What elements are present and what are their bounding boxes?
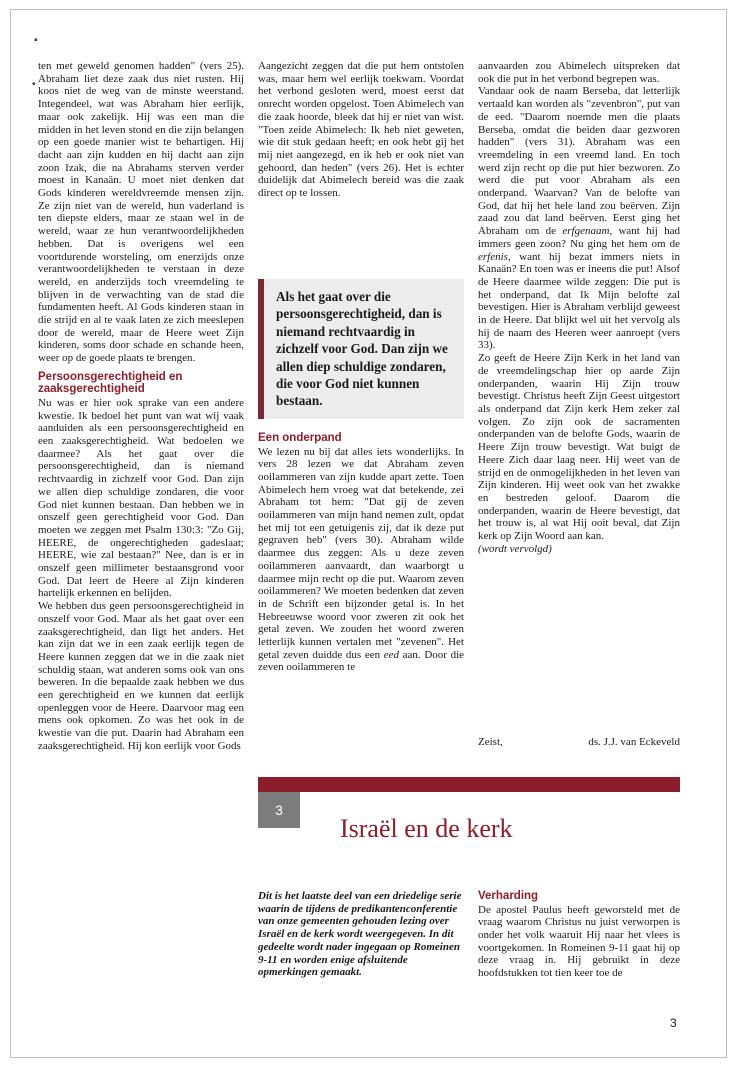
- intro-text: Dit is het laatste deel van een driedelige serie waarin de tijdens de predikantenconferentie van onze gemeenten gehouden lezing over Israël en de kerk wordt weergegeven. In dit gedeelte wordt nader ingegaan op Romeinen 9-11 en worden enige afsluitende opmerkingen gemaakt.: [258, 890, 462, 979]
- article-column-1: [38, 60, 244, 753]
- emphasis: erfenis: [478, 250, 508, 263]
- paragraph: aanvaarden zou Abimelech uitspreken dat ook die put in het verbond begrepen was.: [478, 60, 680, 85]
- paragraph: Aangezicht zeggen dat die put hem ontstolen was, maar hem wel eerlijk toekwam. Voordat het verbond gesloten werd, moest eerst dat onrecht worden opgelost. Toen Abimelech van die zaak hoorde, bleek dat hij er niet van wist. "Toen zeide Abimelech: Ik heb niet geweten, wie dit stuk gedaan heeft; en ook hebt gij het mij niet aangezegd, en ik heb er ook niet van gehoord, dan heden" (vers 26). Het is echter duidelijk dat Abimelech bereid was die zaak direct op te lossen.: [258, 60, 464, 200]
- section-number: 3: [275, 802, 283, 818]
- article-intro: [258, 890, 464, 979]
- subheading-verharding: Verharding: [478, 890, 539, 902]
- emphasis: eed: [383, 648, 400, 661]
- paragraph: De apostel Paulus heeft geworsteld met de vraag waarom Christus nu juist verworpen is onder het volk waaruit Hij naar het vlees is voortgekomen. In Romeinen 9-11 gaat hij op deze vraag in. Hij gebruikt in deze hoofdstukken tot tien keer toe de: [478, 903, 680, 980]
- page-number: 3: [670, 1016, 677, 1030]
- article-column-2-continued: [258, 432, 464, 674]
- subheading-persoonsgerechtigheid: Persoonsgerechtigheid en zaaksgerechtigheid: [38, 370, 183, 396]
- pull-quote: [258, 279, 464, 419]
- paragraph: Zo geeft de Heere Zijn Kerk in het land van de vreemdelingschap hier op aarde Zijn onderpanden, waarin Hij Zijn trouw bevestigt. Christus heeft Zijn Geest uitgestort als onderpand dat Zijn kerk Hem zeker zal volgen. Zo zijn ook de sacramenten onderpanden van de belofte Gods, waarin de Heere Zijn trouw bevestigt. Wat buigt de Heere Zich daar laag neer. Hij weet van de strijd en de onmogelijkheden in het leven van Zijn kinderen. Hij weet ook van het zwakke en bestreden geloof. Daarom die onderpanden, waarin de Heere bevestigt, dat het trouw is, al wat Hij ooit beval, dat Zijn kerk op Zijn Woord aan kan.: [478, 352, 680, 543]
- paragraph: Nu was er hier ook sprake van een andere kwestie. Ik bedoel het punt van wat wij vaak aanduiden als een persoonsgerechtigheid en een zaaksgerechtigheid. Wat bedoelen we daarmee? Als het gaat over die persoonsgerechtigheid, dan is niemand rechtvaardig in zichzelf voor God. Dan zijn we allen diep schuldige zondaren, die voor God niet kunnen bestaan. Dan hebben we in onszelf geen gerechtigheid voor God. Dan moeten we zeggen met Psalm 130:3: "Zo Gij, HEERE, de ongerechtigheden gadeslaat; HEERE, wie zal bestaan?" Nee, dan is er in onszelf geen millimeter bestaansgrond voor God. Dat leert de Heere al Zijn kinderen hartelijk erkennen en belijden.: [38, 396, 244, 600]
- signature: [478, 736, 680, 748]
- signature-place: Zeist,: [478, 736, 503, 748]
- article-column-3: [478, 60, 680, 555]
- scan-mark: •: [32, 79, 36, 90]
- subheading-onderpand: Een onderpand: [258, 432, 342, 444]
- scan-mark: ▪: [34, 35, 38, 46]
- signature-author: ds. J.J. van Eckeveld: [588, 736, 680, 748]
- paragraph: Vandaar ook de naam Berseba, dat letterlijk vertaald kan worden als "zevenbron", put van de eed. "Daarom noemde men die plaats Berseba, omdat die beiden daar gezworen hadden" (vers 31). Abraham was een vreemdeling in een vreemd land. En toch werd zijn recht op die put hier bezworen. Zo werd die put voor Abraham als een onderpand. Waarvan? Van de belofte van God, dat hij het hele land zou beërven. Zijn zaad zou dat land beërven. Eerst ging het Abraham om de erfgenaam, want hij had immers geen zoon? Nu ging het hem om de erfenis, want hij bezat immers niets in Kanaän? En toen was er ineens die put! Alsof de Heere daarmee wilde zeggen: Die put is het onderpand, dat Ik Mijn belofte zal bevestigen. Hier is Abraham verblijd geweest in de Heere. Dat blijkt wel uit het vervolg als hij de naam des Heeren weer aanroept (vers 33).: [478, 85, 680, 352]
- paragraph: We lezen nu bij dat alles iets wonderlijks. In vers 28 lezen we dat Abraham zeven ooilammeren van zijn kudde apart zette. Toen Abimelech hem vroeg wat dat betekende, zei Abraham tot hem: "Dat gij de zeven ooilammeren van mijn hand nemen zult, opdat het mij tot een getuigenis zij, dat ik deze put gegraven heb" (vers 30). Abraham wilde daarmee dus zeggen: Als u deze zeven ooilammeren aanvaardt, dan waarborgt u daarmee mijn recht op die put. Waarom zeven ooilammeren? We moeten bedenken dat zeven in de Schrift een bijzonder getal is. In het Hebreeuwse woord voor zweren zit ook het getal zeven. We zouden het woord zweren letterlijk kunnen vertalen met "zevenen". Het getal zeven duidde dus een eed aan. Door die zeven ooilammeren te: [258, 445, 465, 674]
- section-number-block: [258, 792, 300, 828]
- paragraph: ten met geweld genomen hadden" (vers 25). Abraham liet deze zaak dus niet rusten. Hij koos niet de weg van de minste weerstand. Integendeel, wat was Abraham hier eerlijk, maar ook zakelijk. Hij was een man die midden in het leven stond en die zijn belangen op een goede manier wist te behartigen. Hij dacht aan zijn kudden en hij dacht aan zijn zoon Izak, die na Abrahams sterven verder moest in Kanaän. U moet niet denken dat Gods kinderen wereldvreemde mensen zijn. Ze zijn niet van de wereld, hun vaderland is ten diepste elders, maar ze staan wel in de wereld, waar ze hun verantwoordelijkheden hebben. Dat is overigens wel een voortdurende worsteling, om enerzijds onze verantwoordelijkheden te verstaan in deze wereld, en anderzijds toch vreemdeling te blijven in de verwachting van de stad die fundamenten heeft. Al Gods kinderen staan in die strijd en al te vaak laten ze zich meeslepen door de wereld, maar de Heere weet Zijn kinderen, soms door schade en schande heen, weer op de goede plaats te brengen.: [38, 60, 244, 365]
- emphasis: erfgenaam: [562, 225, 610, 238]
- section-banner: [258, 777, 680, 792]
- article-column-3-new: [478, 890, 680, 980]
- to-be-continued: (wordt vervolgd): [478, 542, 552, 555]
- section-title: Israël en de kerk: [340, 814, 513, 843]
- paragraph: We hebben dus geen persoonsgerechtigheid in onszelf voor God. Maar als het gaat over een zaaksgerechtigheid, dan ligt het anders. Het kan zijn dat we in een zaak eerlijk tegen de Heere kunnen zeggen dat we in die zaak niet schuldig staan, wat anderen soms ook van ons beweren. In die bepaalde zaak hebben we dus een gerechtigheid en we kunnen dat eerlijk openleggen voor de Heere. Daarvoor mag een mens ook opkomen. Zo was het ook in de kwestie van die put. Daarin had Abraham een zaaksgerechtigheid. Hij kon eerlijk voor Gods: [38, 600, 244, 752]
- pull-quote-text: Als het gaat over die persoonsgerechtigheid, dan is niemand rechtvaardig in zichzelf voor God. Dan zijn we allen diep schuldige zondaren, die voor God niet kunnen bestaan.: [276, 289, 448, 409]
- article-column-2: [258, 60, 464, 200]
